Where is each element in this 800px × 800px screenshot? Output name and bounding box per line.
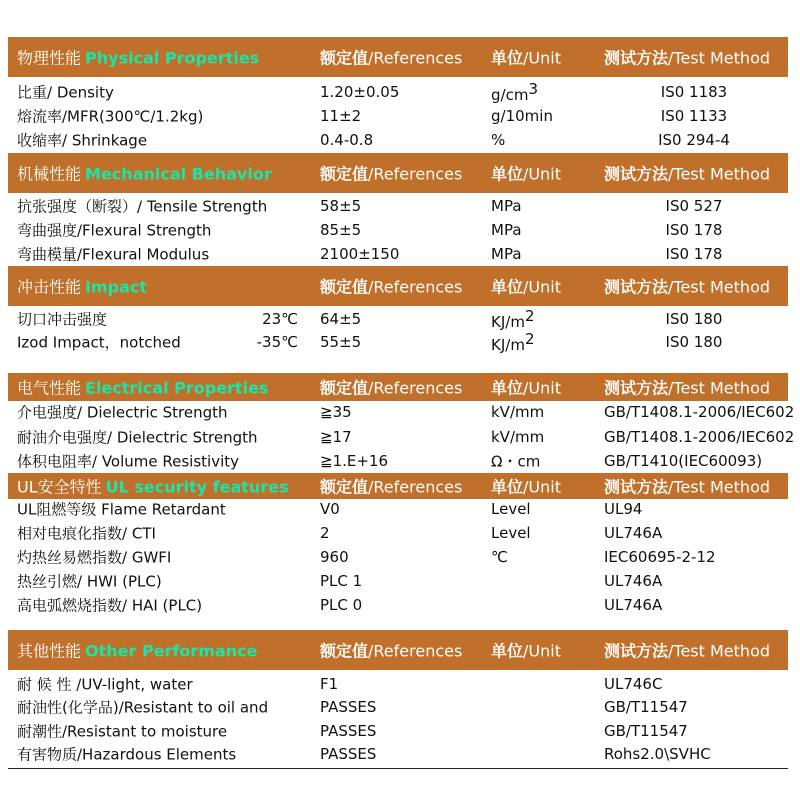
table-row — [8, 449, 788, 473]
property-unit: Level — [491, 500, 531, 518]
bottom-divider — [8, 768, 788, 769]
property-value: PLC 0 — [320, 596, 363, 614]
property-unit: MPa — [491, 245, 522, 263]
property-name: 耐 候 性 /UV-light, water — [17, 675, 193, 694]
property-method: IS0 527 — [665, 197, 723, 215]
property-value: 64±5 — [320, 310, 362, 328]
property-name: 热丝引燃/ HWI (PLC) — [17, 572, 162, 591]
section-title-en: Impact — [85, 277, 148, 297]
property-unit: Ω・cm — [491, 452, 541, 471]
table-row — [8, 194, 788, 218]
property-unit: % — [491, 131, 506, 149]
col-ref-cn: 额定值 — [320, 378, 369, 398]
col-ref-en: /References — [368, 641, 463, 661]
property-method: IS0 1133 — [660, 107, 728, 125]
section-title-en: Physical Properties — [85, 48, 260, 68]
property-method: IS0 178 — [665, 221, 723, 239]
property-name: 耐油性(化学品)/Resistant to oil and — [17, 698, 269, 717]
property-value: PASSES — [320, 745, 377, 763]
property-unit: g/10min — [491, 107, 553, 125]
property-method: IEC60695-2-12 — [604, 548, 716, 566]
col-ref-en: /References — [368, 477, 463, 497]
property-name: 切口冲击强度 — [17, 310, 108, 329]
property-value: 55±5 — [320, 333, 362, 351]
section-title-en: Electrical Properties — [85, 378, 269, 398]
section-header-ul — [8, 473, 788, 499]
section-title-en: Other Performance — [85, 641, 258, 661]
property-name: 弯曲强度/Flexural Strength — [17, 221, 212, 240]
col-unit-cn: 单位 — [491, 378, 524, 398]
property-unit: MPa — [491, 197, 522, 215]
property-temperature: -35℃ — [256, 333, 298, 351]
property-method: IS0 1183 — [660, 83, 728, 101]
property-value: PLC 1 — [320, 572, 363, 590]
property-unit: ℃ — [491, 548, 508, 566]
col-test-en: /Test Method — [668, 378, 771, 398]
property-name: 熔流率/MFR(300℃/1.2kg) — [17, 107, 204, 126]
col-ref-cn: 额定值 — [320, 164, 369, 184]
table-row — [8, 593, 788, 617]
property-value: ≧1.E+16 — [320, 452, 389, 470]
section-title-cn: 电气性能 — [17, 378, 82, 398]
property-name: 比重/ Density — [17, 83, 114, 102]
property-method: Rohs2.0\SVHC — [604, 745, 711, 763]
property-name: 灼热丝易燃指数/ GWFI — [17, 548, 172, 567]
property-value: 960 — [320, 548, 349, 566]
property-unit: KJ/m2 — [491, 307, 535, 331]
col-test-en: /Test Method — [668, 477, 771, 497]
property-name: 高电弧燃烧指数/ HAI (PLC) — [17, 596, 203, 615]
section-title-cn: 物理性能 — [17, 48, 82, 68]
section-title-cn: UL安全特性 — [17, 477, 102, 497]
property-value: ≧35 — [320, 403, 352, 421]
property-value: 2100±150 — [320, 245, 400, 263]
col-unit-cn: 单位 — [491, 477, 524, 497]
col-unit-cn: 单位 — [491, 164, 524, 184]
property-name: 介电强度/ Dielectric Strength — [17, 403, 228, 422]
property-method: GB/T11547 — [604, 698, 688, 716]
property-name: UL阻燃等级 Flame Retardant — [17, 500, 226, 519]
col-unit-en: /Unit — [523, 48, 561, 68]
col-ref-cn: 额定值 — [320, 277, 369, 297]
property-value: 11±2 — [320, 107, 362, 125]
section-title-en: UL security features — [105, 477, 289, 497]
table-row — [8, 695, 788, 719]
property-name: 弯曲模量/Flexural Modulus — [17, 245, 210, 264]
property-value: 0.4-0.8 — [320, 131, 374, 149]
table-row — [8, 330, 788, 354]
property-method: UL746A — [604, 596, 663, 614]
col-unit-cn: 单位 — [491, 641, 524, 661]
property-value: F1 — [320, 675, 339, 693]
property-method: UL746C — [604, 675, 663, 693]
property-method: UL746A — [604, 572, 663, 590]
property-value: 85±5 — [320, 221, 362, 239]
property-name: 收缩率/ Shrinkage — [17, 131, 148, 150]
property-name: 抗张强度（断裂）/ Tensile Strength — [17, 197, 268, 216]
table-row — [8, 128, 788, 152]
property-unit: KJ/m2 — [491, 330, 535, 354]
property-name: 体积电阻率/ Volume Resistivity — [17, 452, 240, 471]
table-row — [8, 569, 788, 593]
property-value: PASSES — [320, 722, 377, 740]
section-title-en: Mechanical Behavior — [85, 164, 272, 184]
col-ref-en: /References — [368, 48, 463, 68]
table-row — [8, 742, 788, 766]
property-unit: g/cm3 — [491, 80, 538, 104]
property-method: IS0 180 — [665, 310, 723, 328]
section-title-cn: 冲击性能 — [17, 277, 82, 297]
col-unit-cn: 单位 — [491, 277, 524, 297]
property-method: IS0 178 — [665, 245, 723, 263]
property-name: 相对电痕化指数/ CTI — [17, 524, 156, 543]
table-row — [8, 719, 788, 743]
table-row — [8, 545, 788, 569]
property-method: UL746A — [604, 524, 663, 542]
section-title-cn: 机械性能 — [17, 164, 82, 184]
property-unit: kV/mm — [491, 428, 545, 446]
section-header-other — [8, 630, 788, 670]
property-method: IS0 294-4 — [658, 131, 730, 149]
property-name: 有害物质/Hazardous Elements — [17, 745, 237, 764]
col-test-en: /Test Method — [668, 48, 771, 68]
property-value: 58±5 — [320, 197, 362, 215]
col-unit-en: /Unit — [523, 277, 561, 297]
property-value: 2 — [320, 524, 330, 542]
col-unit-en: /Unit — [523, 164, 561, 184]
table-row — [8, 497, 788, 521]
property-unit: MPa — [491, 221, 522, 239]
table-row — [8, 307, 788, 331]
col-test-cn: 测试方法 — [604, 477, 669, 497]
section-header-electrical — [8, 373, 788, 401]
col-ref-en: /References — [368, 378, 463, 398]
section-header-mechanical — [8, 153, 788, 193]
property-method: GB/T11547 — [604, 722, 688, 740]
col-unit-cn: 单位 — [491, 48, 524, 68]
col-unit-en: /Unit — [523, 641, 561, 661]
property-value: PASSES — [320, 698, 377, 716]
section-header-impact — [8, 266, 788, 306]
property-value: 1.20±0.05 — [320, 83, 400, 101]
col-test-cn: 测试方法 — [604, 277, 669, 297]
col-test-en: /Test Method — [668, 164, 771, 184]
section-title-cn: 其他性能 — [17, 641, 82, 661]
col-ref-cn: 额定值 — [320, 48, 369, 68]
property-name: 耐油介电强度/ Dielectric Strength — [17, 428, 258, 447]
col-test-en: /Test Method — [668, 277, 771, 297]
col-unit-en: /Unit — [523, 378, 561, 398]
property-name: 耐潮性/Resistant to moisture — [17, 722, 228, 741]
table-row — [8, 104, 788, 128]
property-method: GB/T1410(IEC60093) — [604, 452, 763, 470]
section-header-physical — [8, 37, 788, 77]
property-method: GB/T1408.1-2006/IEC602 — [604, 403, 795, 421]
col-test-cn: 测试方法 — [604, 48, 669, 68]
table-row — [8, 400, 795, 424]
col-ref-en: /References — [368, 277, 463, 297]
col-test-en: /Test Method — [668, 641, 771, 661]
table-row — [8, 672, 788, 696]
table-row — [8, 521, 788, 545]
table-row — [8, 218, 788, 242]
property-value: V0 — [320, 500, 340, 518]
table-row — [8, 425, 795, 449]
property-unit: Level — [491, 524, 531, 542]
property-unit: kV/mm — [491, 403, 545, 421]
property-method: GB/T1408.1-2006/IEC602 — [604, 428, 795, 446]
table-row — [8, 80, 788, 104]
col-test-cn: 测试方法 — [604, 641, 669, 661]
col-test-cn: 测试方法 — [604, 164, 669, 184]
property-temperature: 23℃ — [262, 310, 298, 328]
property-value: ≧17 — [320, 428, 352, 446]
col-ref-en: /References — [368, 164, 463, 184]
property-method: UL94 — [604, 500, 643, 518]
property-name: Izod Impact，notched — [17, 333, 181, 352]
col-ref-cn: 额定值 — [320, 477, 369, 497]
property-method: IS0 180 — [665, 333, 723, 351]
col-unit-en: /Unit — [523, 477, 561, 497]
col-ref-cn: 额定值 — [320, 641, 369, 661]
col-test-cn: 测试方法 — [604, 378, 669, 398]
table-row — [8, 242, 788, 266]
